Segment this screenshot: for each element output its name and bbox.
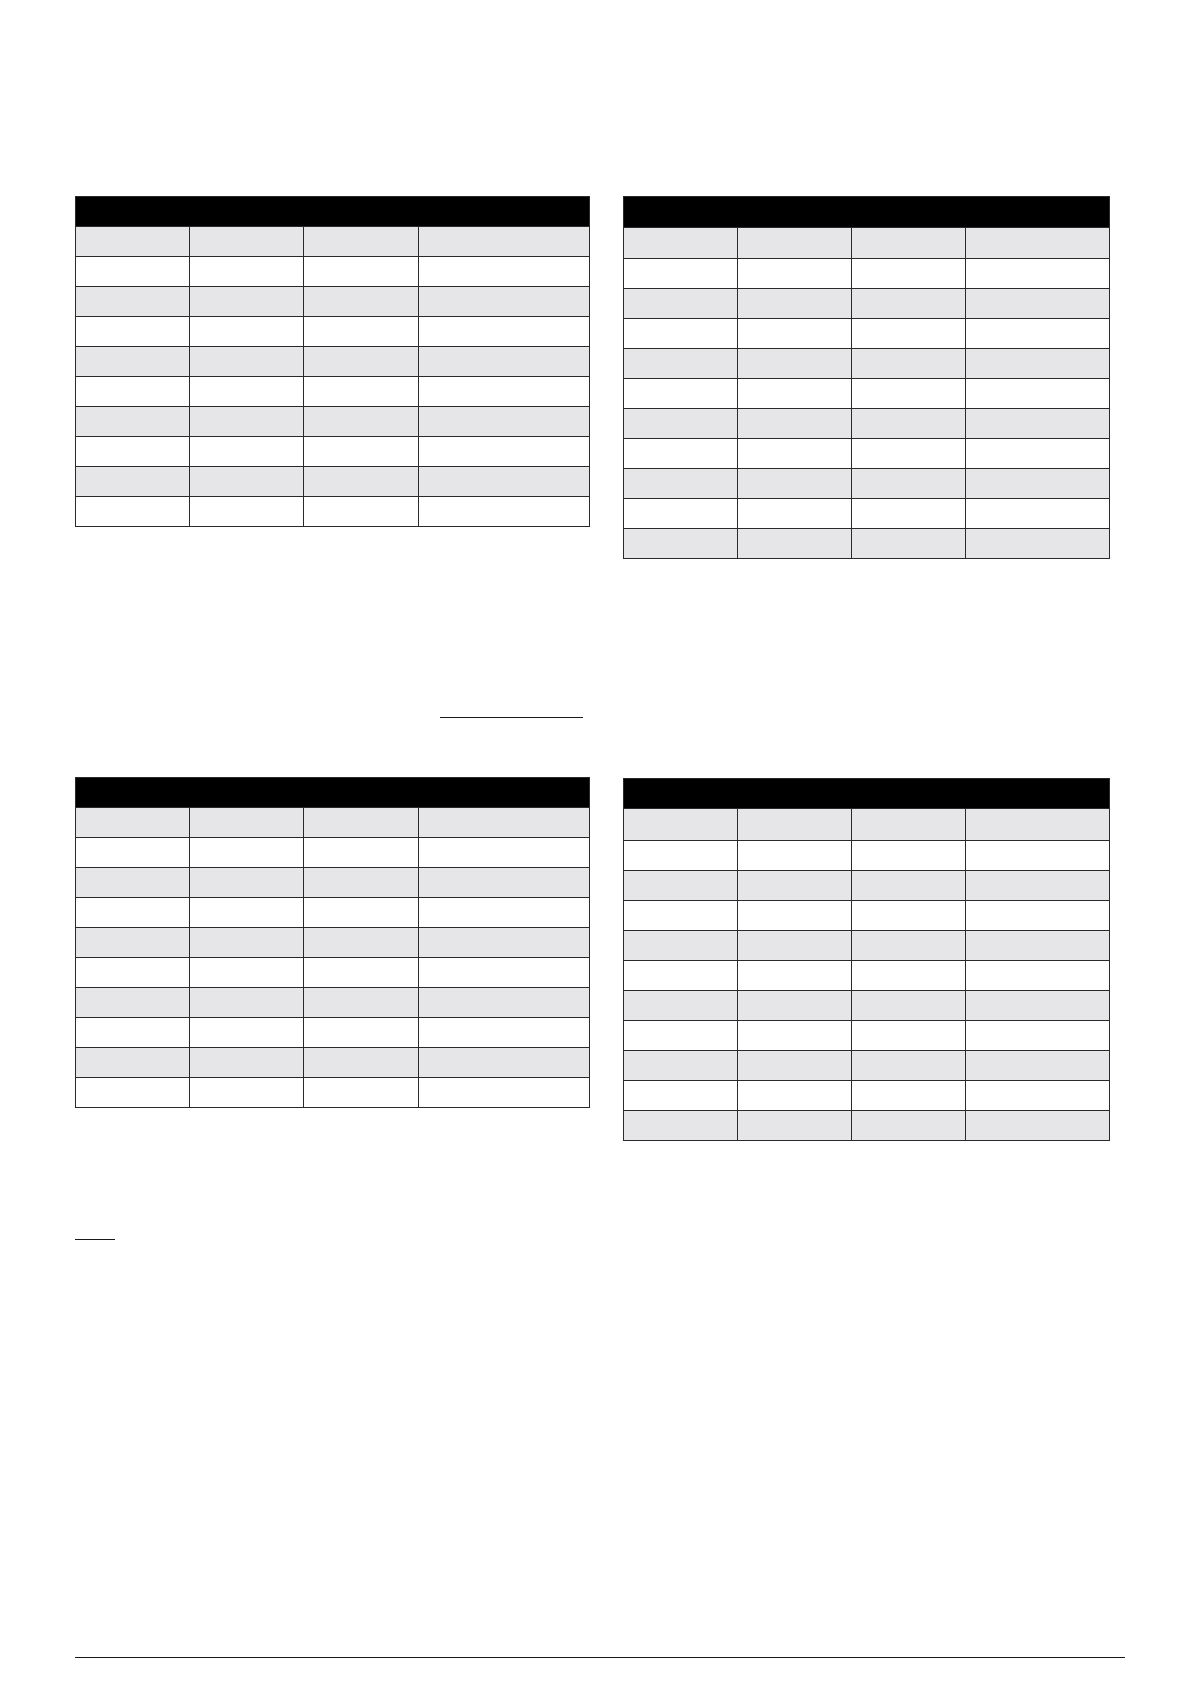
footer-rule <box>75 1657 1125 1658</box>
table-row <box>76 898 590 928</box>
table-row <box>76 958 590 988</box>
table-row <box>624 259 1110 289</box>
table-top-right <box>623 196 1110 559</box>
table-row <box>624 439 1110 469</box>
table-row <box>624 809 1110 841</box>
table-row <box>624 379 1110 409</box>
table-row <box>76 437 590 467</box>
table-row <box>76 838 590 868</box>
table-row <box>76 227 590 257</box>
table-row <box>76 317 590 347</box>
table-row <box>76 868 590 898</box>
table-row <box>76 287 590 317</box>
table-row <box>76 988 590 1018</box>
table-row <box>624 991 1110 1021</box>
table-row <box>624 499 1110 529</box>
table-row <box>76 928 590 958</box>
table-row <box>624 228 1110 259</box>
table-header <box>624 779 1110 809</box>
table-bottom-left <box>75 777 590 1108</box>
table-row <box>624 931 1110 961</box>
table-row <box>624 961 1110 991</box>
table-header-row <box>76 197 590 227</box>
table-row <box>76 808 590 838</box>
table-row <box>76 1018 590 1048</box>
table-row <box>76 257 590 287</box>
table-header <box>624 197 1110 228</box>
table-row <box>624 289 1110 319</box>
table-row <box>624 1051 1110 1081</box>
table-row <box>624 901 1110 931</box>
table-row <box>624 871 1110 901</box>
small-underline-rule <box>75 1239 115 1240</box>
table-row <box>624 469 1110 499</box>
table-header-row <box>624 779 1110 809</box>
table-row <box>76 377 590 407</box>
table-row <box>76 407 590 437</box>
table-row <box>624 529 1110 559</box>
table-top-left <box>75 196 590 527</box>
table-row <box>76 1078 590 1108</box>
table-row <box>624 1081 1110 1111</box>
table-row <box>624 1021 1110 1051</box>
table-header-row <box>624 197 1110 228</box>
table-header-row <box>76 778 590 808</box>
table-row <box>624 349 1110 379</box>
table-row <box>76 497 590 527</box>
table-header <box>76 778 590 808</box>
table-row <box>76 467 590 497</box>
table-row <box>624 841 1110 871</box>
underline-rule <box>440 717 583 718</box>
table-bottom-right <box>623 778 1110 1141</box>
table-row <box>624 409 1110 439</box>
table-row <box>76 1048 590 1078</box>
table-row <box>76 347 590 377</box>
table-header <box>76 197 590 227</box>
table-row <box>624 319 1110 349</box>
table-row <box>624 1111 1110 1141</box>
